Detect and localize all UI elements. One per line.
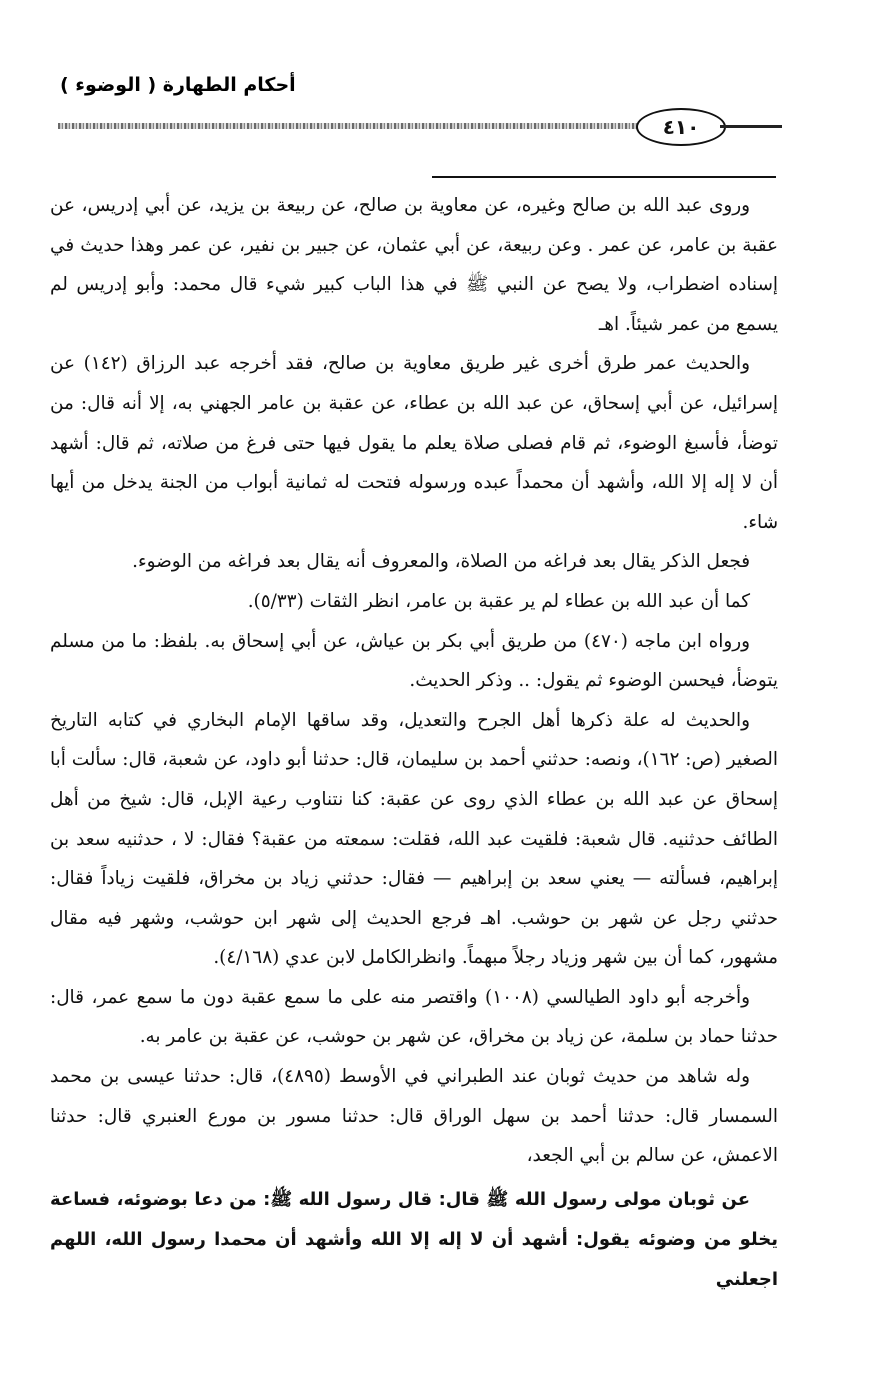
paragraph-2: والحديث عمر طرق أخرى غير طريق معاوية بن صالح، فقد أخرجه عبد الرزاق (١٤٢) عن إسرائيل، عن أبي إسحاق، عن عبد الله بن عطاء، عن عقبة بن عامر الجهني به، إلا أنه قال: من توضأ، فأسبغ الوضوء، ثم قام فصلى صلاة يعلم ما يقول فيها حتى فرغ من صلاته، ثم قال: أشهد أن لا إله إلا الله، وأشهد أن محمداً عبده ورسوله فتحت له ثمانية أبواب من الجنة يدخل من أيها شاء. xyxy=(50,353,778,533)
running-header-title: أحكام الطهارة ( الوضوء ) xyxy=(60,74,296,96)
content-top-rule xyxy=(432,176,776,178)
hadith-text-bold: عن ثوبان مولى رسول الله ﷺ قال: قال رسول الله ﷺ: من دعا بوضوئه، فساعة يخلو من وضوئه يقول: أشهد أن لا إله إلا الله وأشهد أن محمدا رسول الله، اللهم اجعلني xyxy=(50,1188,778,1290)
paragraph-3: فجعل الذكر يقال بعد فراغه من الصلاة، والمعروف أنه يقال بعد فراغه من الوضوء. xyxy=(132,551,750,573)
page-number: ٤١٠ xyxy=(636,108,726,146)
paragraph-8: وله شاهد من حديث ثوبان عند الطبراني في الأوسط (٤٨٩٥)، قال: حدثنا عيسى بن محمد السمسار قال: حدثنا أحمد بن سهل الوراق قال: حدثنا مسور بن مورع العنبري قال: حدثنا الاعمش، عن سالم بن أبي الجعد، xyxy=(50,1066,778,1167)
header-decorative-rule xyxy=(58,123,638,129)
paragraph-5: ورواه ابن ماجه (٤٧٠) من طريق أبي بكر بن عياش، عن أبي إسحاق به. بلفظ: ما من مسلم يتوضأ، فيحسن الوضوء ثم يقول: .. وذكر الحديث. xyxy=(50,630,778,692)
paragraph-1: وروى عبد الله بن صالح وغيره، عن معاوية بن صالح، عن ربيعة بن يزيد، عن أبي إدريس، عن عقبة بن عامر، عن عمر . وعن ربيعة، عن أبي عثمان، عن جبير بن نفير، عن عمر وهذا حديث في إسناده اضطراب، ولا يصح عن النبي ﷺ في هذا الباب كبير شيء قال محمد: وأبو إدريس لم يسمع من عمر شيئاً. اهـ xyxy=(50,195,778,335)
paragraph-7: وأخرجه أبو داود الطيالسي (١٠٠٨) واقتصر منه على ما سمع عقبة دون ما سمع عمر، قال: حدثنا حماد بن سلمة، عن زياد بن مخراق، عن شهر بن حوشب، عن عقبة بن عامر به. xyxy=(50,986,778,1048)
header-rule-right xyxy=(720,125,782,128)
paragraph-6: والحديث له علة ذكرها أهل الجرح والتعديل، وقد ساقها الإمام البخاري في كتابه التاريخ الصغير (ص: ١٦٢)، ونصه: حدثني أحمد بن سليمان، قال: حدثنا أبو داود، عن شعبة، قال: سألت أبا إسحاق عن عبد الله بن عطاء الذي روى عن عقبة: كنا نتناوب رعية الإبل، قال: شيخ من أهل الطائف حدثنيه. قال شعبة: فلقيت عبد الله، فقلت: سمعته من عقبة؟ فقال: لا ، حدثنيه سعد بن إبراهيم، فسألته — يعني سعد بن إبراهيم — فقال: حدثني زياد بن مخراق، فلقيت زياداً فقال: حدثني رجل عن شهر بن حوشب. اهـ فرجع الحديث إلى شهر ابن حوشب، وشهر فيه مقال مشهور، كما أن بين شهر وزياد رجلاً مبهماً. وانظرالكامل لابن عدي (٤/١٦٨). xyxy=(50,709,778,969)
page-body xyxy=(50,186,778,1300)
paragraph-4: كما أن عبد الله بن عطاء لم ير عقبة بن عامر، انظر الثقات (٥/٣٣). xyxy=(247,590,750,612)
